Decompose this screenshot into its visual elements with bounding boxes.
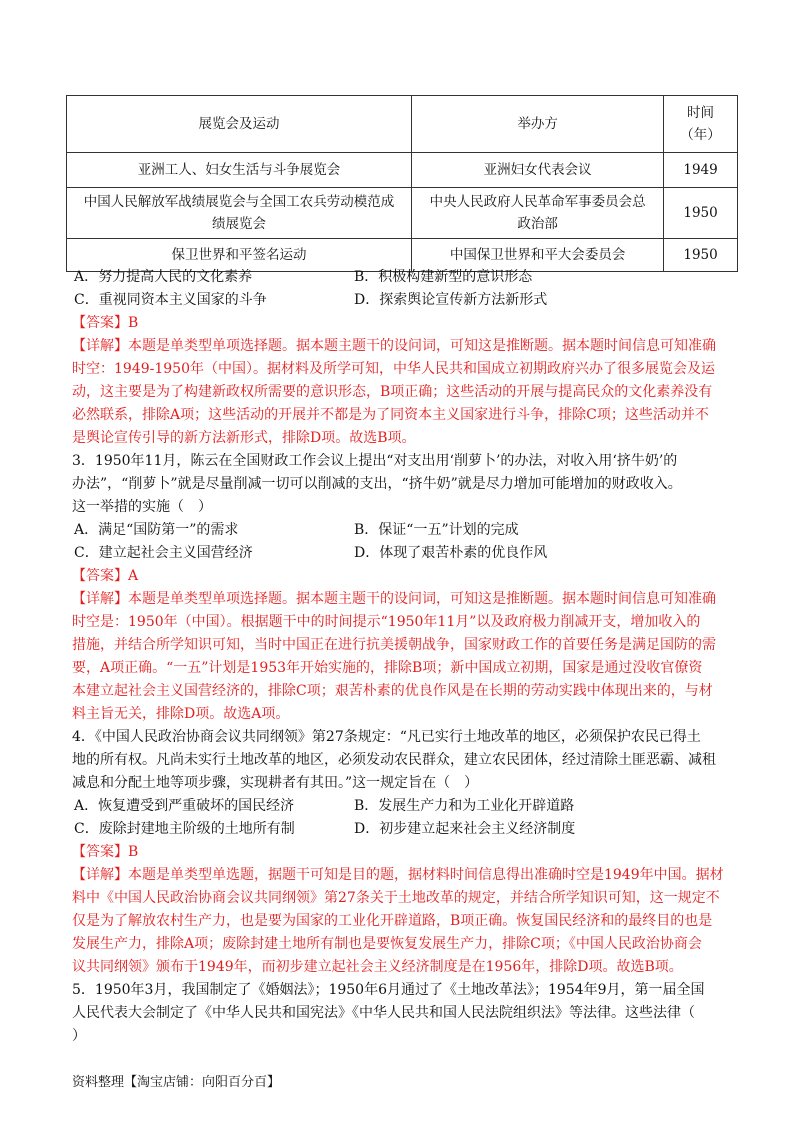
cell-line: 绩展览会 bbox=[212, 216, 267, 232]
cell-line: 政治部 bbox=[517, 216, 558, 232]
q3-stem-line: 这一举措的实施（ ） bbox=[72, 499, 212, 515]
q2-answer: 【答案】B bbox=[72, 315, 139, 331]
q3-options-row bbox=[72, 542, 742, 565]
header-organizer: 举办方 bbox=[412, 96, 664, 153]
q4-detail-line: 料中《中国人民政治协商会议共同纲领》第27条关于土地改革的规定，并结合所学知识可知，这一规定不 bbox=[72, 890, 720, 906]
q4-stem-line: 减息和分配土地等项步骤，实现耕者有其田。”这一规定旨在（ ） bbox=[72, 775, 479, 791]
q3-options-row bbox=[72, 519, 742, 542]
header-year bbox=[664, 96, 738, 153]
q4-option-c: C．废除封建地主阶级的土地所有制 bbox=[74, 821, 295, 837]
q3-detail-line: 时空是：1950年（中国）。根据题干中的时间提示“1950年11月”以及政府极力削减开支，增加收入的 bbox=[72, 614, 701, 630]
q3-detail-line: 要，A项正确。“一五”计划是1953年开始实施的，排除B项；新中国成立初期，国家是通过没收官僚资 bbox=[72, 660, 703, 676]
q3-option-a: A．满足“国防第一”的需求 bbox=[74, 522, 239, 538]
table-cell: 1950 bbox=[664, 188, 738, 239]
q4-detail-line: 【详解】本题是单类型单选题，据题干可知是目的题，据材料时间信息得出准确时空是1949年中国。据材 bbox=[72, 867, 724, 883]
q5-stem-line: 人民代表大会制定了《中华人民共和国宪法》《中华人民共和国人民法院组织法》等法律。这些法律（ bbox=[72, 1005, 695, 1021]
q2-detail-line: 动，这主要是为了构建新政权所需要的意识形态，B项正确；这些活动的开展与提高民众的文化素养没有 bbox=[72, 384, 713, 400]
q2-options-row bbox=[72, 266, 742, 289]
q2-option-d: D．探索舆论宣传新方法新形式 bbox=[354, 292, 548, 308]
q3-detail-line: 料主旨无关，排除D项。故选A项。 bbox=[72, 706, 290, 722]
q2-option-c: C．重视同资本主义国家的斗争 bbox=[74, 292, 267, 308]
q4-detail-line: 议共同纲领》颁布于1949年，而初步建立起社会主义经济制度是在1956年，排除D项。故选B项。 bbox=[72, 959, 683, 975]
q2-detail-line: 时空：1949-1950年（中国）。据材料及所学可知，中华人民共和国成立初期政府兴办了很多展览会及运 bbox=[72, 361, 715, 377]
q5-stem-line: 5．1950年3月，我国制定了《婚姻法》；1950年6月通过了《土地改革法》；1954年9月，第一届全国 bbox=[72, 982, 705, 998]
table-cell bbox=[412, 188, 664, 239]
q3-stem-line: 3．1950年11月，陈云在全国财政工作会议上提出“对支出用‘削萝卜’的办法，对收入用‘挤牛奶’的 bbox=[72, 453, 678, 469]
table-cell: 中国保卫世界和平大会委员会 bbox=[412, 239, 664, 272]
exhibition-table bbox=[66, 95, 738, 272]
q2-detail-line: 必然联系，排除A项；这些活动的开展并不都是为了同资本主义国家进行斗争，排除C项；这些活动并不 bbox=[72, 407, 709, 423]
q4-option-b: B．发展生产力和为工业化开辟道路 bbox=[354, 798, 575, 814]
page-footer: 资料整理【淘宝店铺：向阳百分百】 bbox=[72, 1075, 281, 1090]
header-year-line2: （年） bbox=[680, 127, 721, 143]
q4-detail-line: 仅是为了解放农村生产力，也是要为国家的工业化开辟道路，B项正确。恢复国民经济和的最终目的也是 bbox=[72, 913, 713, 929]
document-body bbox=[72, 266, 742, 1048]
q2-detail-line: 【详解】本题是单类型单项选择题。据本题主题干的设问词，可知这是推断题。据本题时间信息可知准确 bbox=[72, 338, 716, 354]
table-cell: 1950 bbox=[664, 239, 738, 272]
q4-stem-line: 地的所有权。凡尚未实行土地改革的地区，必须发动农民群众，建立农民团体，经过清除土匪恶霸、减租 bbox=[72, 752, 716, 768]
table-cell: 亚洲工人、妇女生活与斗争展览会 bbox=[67, 153, 412, 188]
q3-option-b: B．保证“一五”计划的完成 bbox=[354, 522, 519, 538]
q3-stem-line: 办法”，“削萝卜”就是尽量削减一切可以削减的支出，“挤牛奶”就是尽力增加可能增加的财政收入。 bbox=[72, 476, 682, 492]
table-row bbox=[67, 153, 738, 188]
q2-detail-line: 是舆论宣传引导的新方法新形式，排除D项。故选B项。 bbox=[72, 430, 416, 446]
header-year-line1: 时间 bbox=[687, 105, 715, 121]
q5-stem-line: ） bbox=[72, 1028, 86, 1044]
table-header-row bbox=[67, 96, 738, 153]
table-cell: 亚洲妇女代表会议 bbox=[412, 153, 664, 188]
q4-detail-line: 发展生产力，排除A项；废除封建土地所有制也是要恢复发展生产力，排除C项；《中国人民政治协商会 bbox=[72, 936, 702, 952]
cell-line: 中央人民政府人民革命军事委员会总 bbox=[429, 194, 646, 210]
header-exhibition: 展览会及运动 bbox=[67, 96, 412, 153]
q2-option-b: B．积极构建新型的意识形态 bbox=[354, 269, 533, 285]
q4-option-d: D．初步建立起来社会主义经济制度 bbox=[354, 821, 576, 837]
q2-options-row bbox=[72, 289, 742, 312]
table-cell bbox=[67, 188, 412, 239]
q3-detail-line: 本建立起社会主义国营经济的，排除C项；艰苦朴素的优良作风是在长期的劳动实践中体现出来的，与材 bbox=[72, 683, 713, 699]
q3-answer: 【答案】A bbox=[72, 568, 139, 584]
q4-options-row bbox=[72, 818, 742, 841]
q4-options-row bbox=[72, 795, 742, 818]
q3-detail-line: 措施，并结合所学知识可知，当时中国正在进行抗美援朝战争，国家财政工作的首要任务是满足国防的需 bbox=[72, 637, 716, 653]
cell-line: 中国人民解放军战绩展览会与全国工农兵劳动模范成 bbox=[83, 194, 395, 210]
q4-stem-line: 4．《中国人民政治协商会议共同纲领》第27条规定：“凡已实行土地改革的地区，必须保护农民已得土 bbox=[72, 729, 701, 745]
q3-option-d: D．体现了艰苦朴素的优良作风 bbox=[354, 545, 548, 561]
table-cell: 保卫世界和平签名运动 bbox=[67, 239, 412, 272]
q3-detail-line: 【详解】本题是单类型单项选择题。据本题主题干的设问词，可知这是推断题。据本题时间信息可知准确 bbox=[72, 591, 716, 607]
table-row bbox=[67, 188, 738, 239]
q3-option-c: C．建立起社会主义国营经济 bbox=[74, 545, 253, 561]
table-cell: 1949 bbox=[664, 153, 738, 188]
q4-option-a: A．恢复遭受到严重破坏的国民经济 bbox=[74, 798, 295, 814]
q4-answer: 【答案】B bbox=[72, 844, 139, 860]
q2-option-a: A．努力提高人民的文化素养 bbox=[74, 269, 253, 285]
